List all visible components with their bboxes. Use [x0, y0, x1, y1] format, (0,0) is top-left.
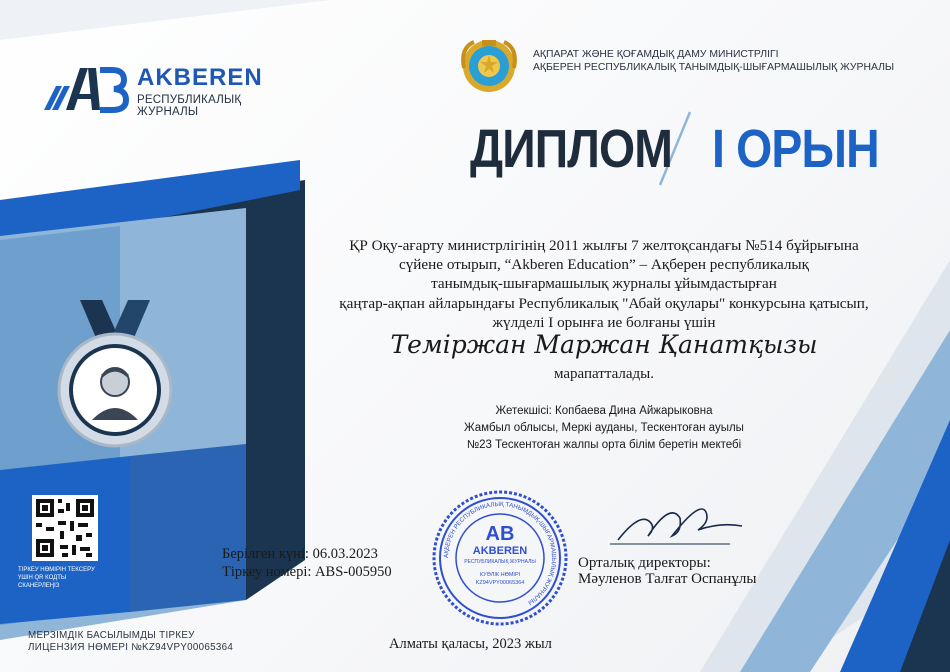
- award-statement: [330, 236, 878, 332]
- issue-info: [222, 545, 392, 581]
- director-block: [578, 555, 756, 587]
- official-stamp: [430, 488, 570, 628]
- stamp-logo-mark: AB: [485, 523, 515, 545]
- statement-line: ҚР Оқу-ағарту министрлігінің 2011 жылғы 7 желтоқсандағы №514 бұйрығына: [349, 237, 859, 254]
- recipient-details: [330, 403, 878, 454]
- recipient-name: Теміржан Маржан Қанатқызы: [390, 330, 818, 359]
- ministry-name: АҚПАРАТ ЖӘНЕ ҚОҒАМДЫҚ ДАМУ МИНИСТРЛІГІ: [533, 49, 779, 60]
- school: №23 Тескентоған жалпы орта білім беретін мектебі: [466, 439, 742, 451]
- stamp-center-name: AKBEREN: [472, 545, 528, 557]
- stamp-ring-text: АҚБЕРЕН РЕСПУБЛИКАЛЫҚ ТАНЫМДЫҚ-ШЫҒАРМАШЫЛЫҚ ЖУРНАЛЫ: [442, 500, 558, 607]
- license-line-2: ЛИЦЕНЗИЯ НӨМЕРІ №KZ94VPY00065364: [28, 642, 234, 653]
- journal-name: АҚБЕРЕН РЕСПУБЛИКАЛЫҚ ТАНЫМДЫҚ-ШЫҒАРМАШЫЛЫҚ ЖУРНАЛЫ: [533, 62, 895, 73]
- diploma-title: ДИПЛОМ: [470, 119, 673, 179]
- license-info: [28, 630, 233, 654]
- ministry-header: [533, 48, 943, 74]
- stamp-lower-label: КУӘЛІК НӨМІРІ: [479, 572, 521, 578]
- registration-number: Тіркеу номері: ABS-005950: [222, 564, 392, 580]
- place-title: I ОРЫН: [712, 119, 879, 179]
- statement-line: қаңтар-ақпан айларындағы Республикалық "Абай оқулары" конкурсына қатысып,: [339, 294, 869, 312]
- region: Жамбыл облысы, Меркі ауданы, Тескентоған ауылы: [464, 422, 744, 434]
- city-year: Алматы қаласы, 2023 жыл: [389, 636, 552, 652]
- brand-logo: [40, 58, 300, 118]
- kazakhstan-state-emblem-icon: [458, 38, 520, 94]
- award-text: марапатталады.: [554, 366, 654, 382]
- director-role: Орталық директоры:: [578, 555, 711, 571]
- qr-caption: ТІРКЕУ НӨМІРІН ТЕКСЕРУ ҮШІН QR КОДТЫ СКАНЕРЛЕҢІЗ: [18, 567, 95, 589]
- stamp-lower-number: KZ94VPY00065364: [475, 580, 525, 586]
- license-line-1: МЕРЗІМДІК БАСЫЛЫМДЫ ТІРКЕУ: [28, 630, 195, 641]
- statement-line: жүлделі I орынға ие болғаны үшін: [492, 313, 716, 331]
- qr-code: [32, 495, 98, 561]
- supervisor: Жетекшісі: Копбаева Дина Айжарыковна: [495, 405, 713, 417]
- director-name: Мәуленов Талғат Оспанұлы: [578, 571, 757, 587]
- stamp-center-sub: РЕСПУБЛИКАЛЫҚ ЖУРНАЛЫ: [464, 559, 536, 565]
- issue-date: Берілген күні: 06.03.2023: [222, 546, 378, 562]
- akberen-logo-icon: [40, 58, 132, 118]
- medal-portrait: [40, 300, 190, 450]
- director-signature: [610, 492, 750, 552]
- statement-line: танымдық-шығармашылық журналы ұйымдастырған: [431, 275, 777, 293]
- statement-line: сүйене отырып, “Akberen Education” – Ақберен республикалық: [398, 256, 810, 274]
- brand-subtitle: РЕСПУБЛИКАЛЫҚ ЖУРНАЛЫ: [137, 94, 242, 118]
- brand-name: AKBEREN: [137, 64, 263, 91]
